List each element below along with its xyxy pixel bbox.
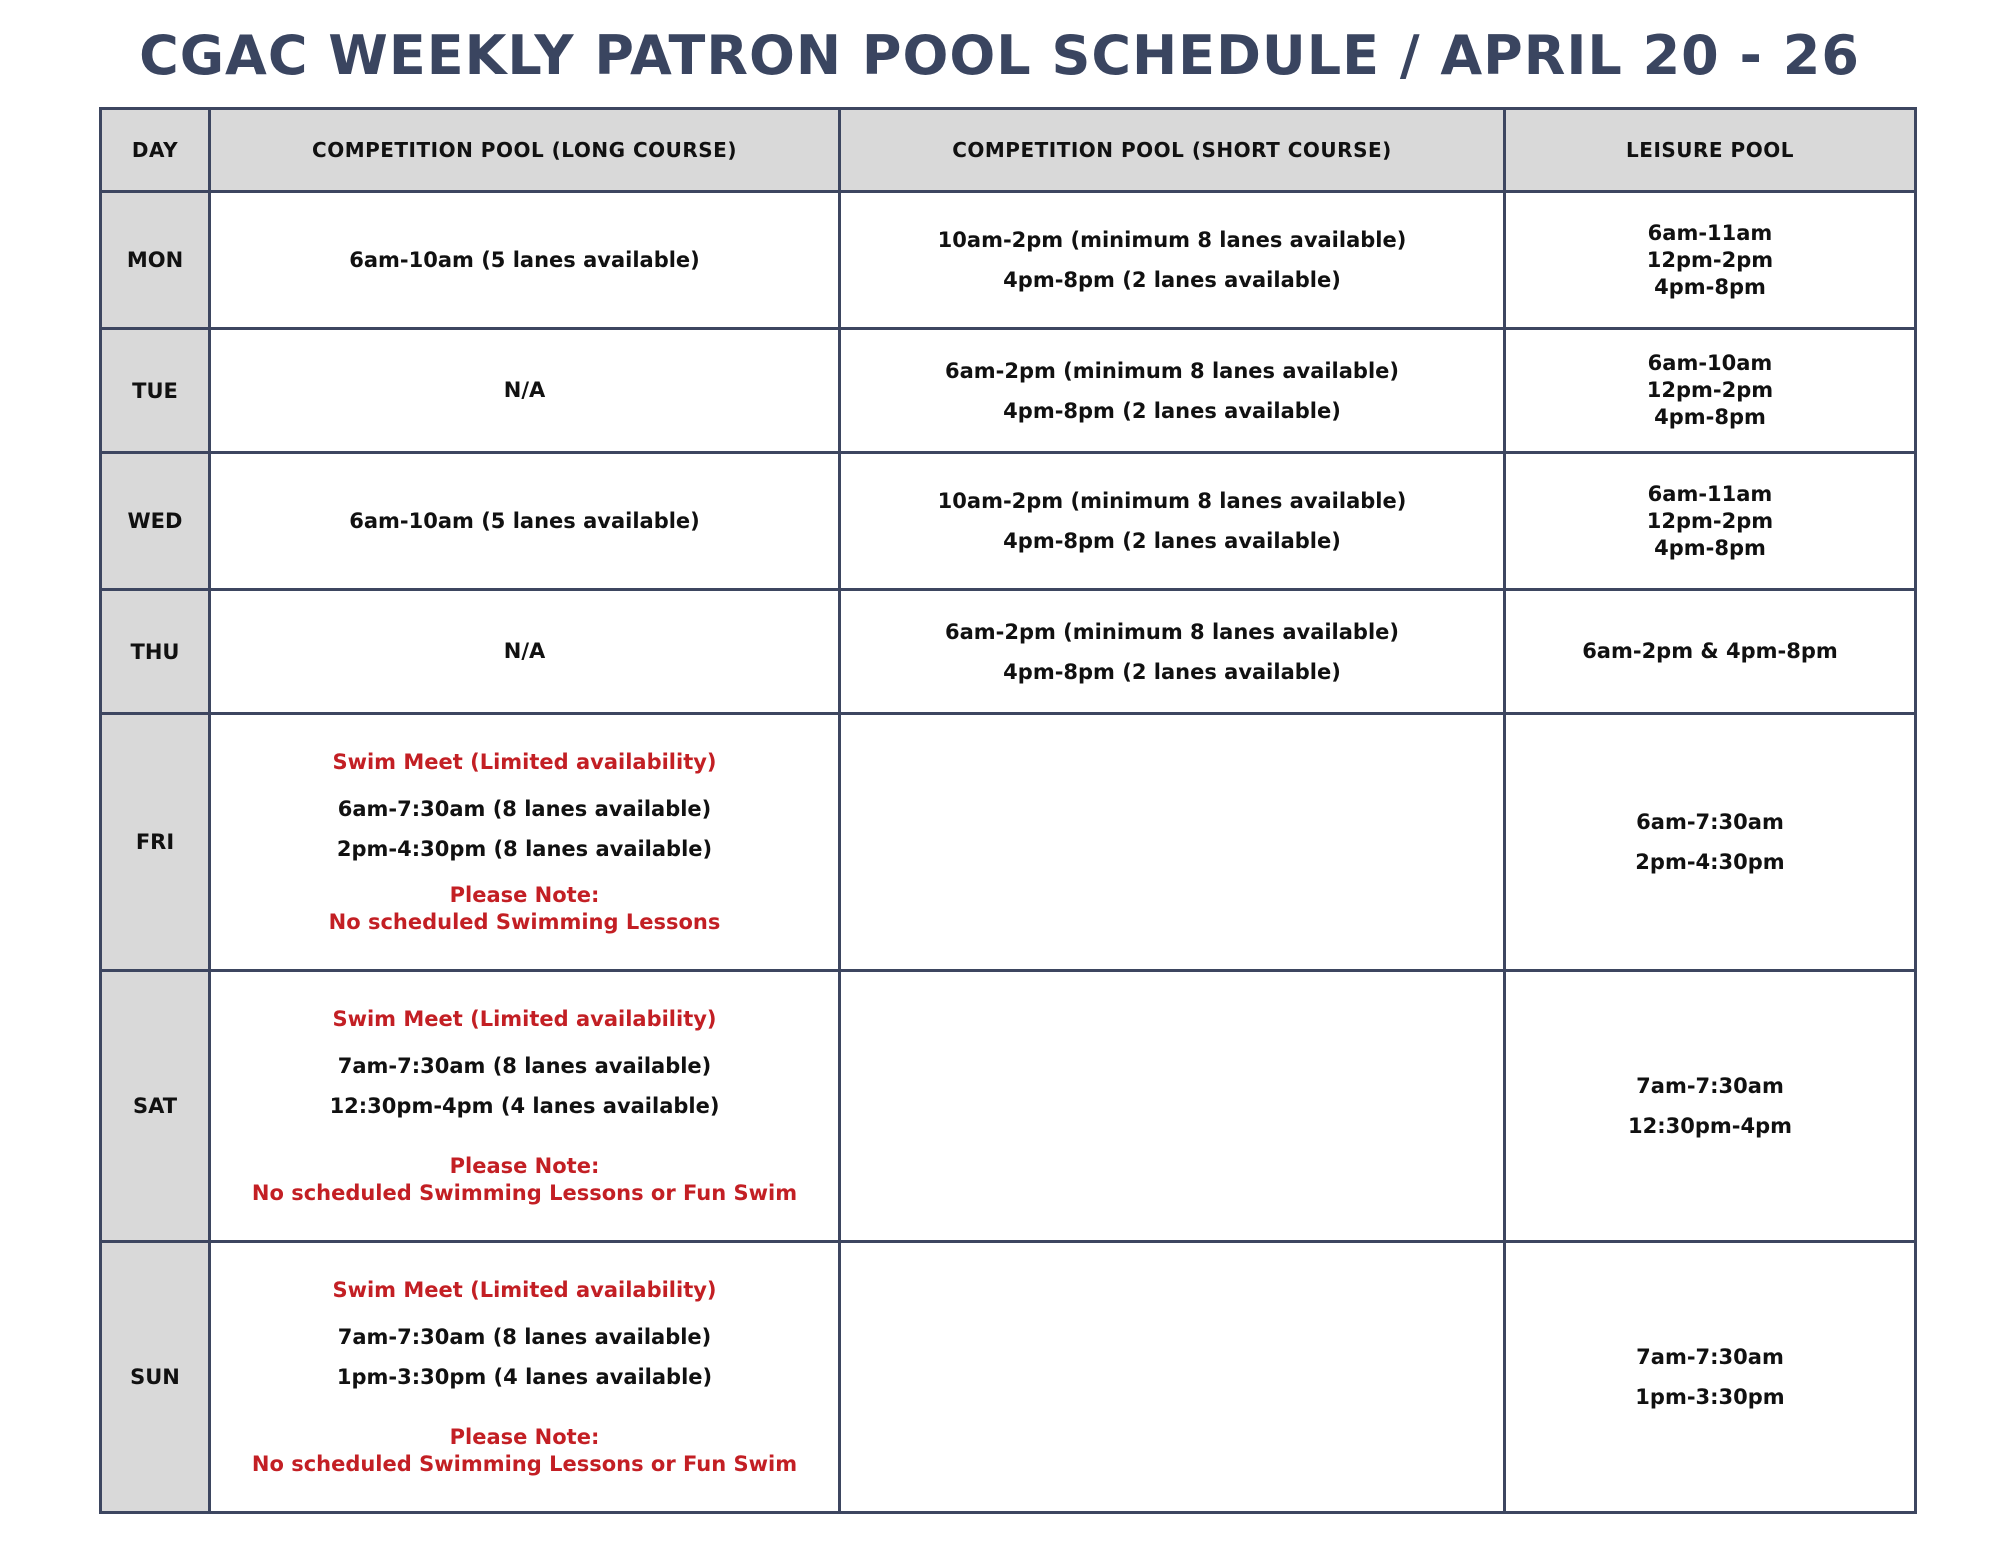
note-text: No scheduled Swimming Lessons — [328, 909, 721, 934]
time-slot: 7am-7:30am — [1636, 1345, 1784, 1369]
time-slot: 6am-11am — [1647, 220, 1773, 245]
time-slot: 6am-7:30am (8 lanes available) — [337, 796, 712, 821]
long-course-cell — [210, 971, 840, 1242]
short-course-cell — [840, 192, 1505, 329]
time-slot: 4pm-8pm (2 lanes available) — [1003, 268, 1341, 292]
time-slot: 6am-2pm (minimum 8 lanes available) — [944, 358, 1400, 383]
short-course-cell — [840, 329, 1505, 453]
short-course-cell — [840, 714, 1505, 971]
time-slot: 4pm-8pm — [1654, 405, 1766, 429]
day-cell: SAT — [101, 971, 210, 1242]
time-slot: N/A — [503, 639, 546, 663]
row-sat — [101, 971, 1916, 1242]
row-thu — [101, 590, 1916, 714]
time-slot: 2pm-4:30pm (8 lanes available) — [336, 836, 713, 861]
time-slot: 1pm-3:30pm — [1635, 1385, 1785, 1409]
time-slot: 6am-2pm & 4pm-8pm — [1582, 639, 1838, 663]
short-course-cell — [840, 590, 1505, 714]
header-short-course: COMPETITION POOL (SHORT COURSE) — [840, 109, 1505, 192]
schedule-table — [99, 107, 1917, 1514]
short-course-cell — [840, 971, 1505, 1242]
time-slot: 2pm-4:30pm — [1635, 850, 1785, 874]
time-slot: 6am-2pm (minimum 8 lanes available) — [944, 619, 1400, 644]
leisure-cell — [1505, 453, 1916, 590]
swim-meet-notice: Swim Meet (Limited availability) — [332, 1006, 717, 1031]
time-slot: 6am-10am — [1647, 351, 1773, 375]
time-slot: 6am-10am (5 lanes available) — [349, 247, 700, 272]
day-cell: THU — [101, 590, 210, 714]
row-fri — [101, 714, 1916, 971]
day-cell: SUN — [101, 1242, 210, 1513]
time-slot: 7am-7:30am (8 lanes available) — [337, 1053, 712, 1078]
leisure-cell — [1505, 329, 1916, 453]
day-cell: TUE — [101, 329, 210, 453]
leisure-cell — [1505, 971, 1916, 1242]
day-cell: FRI — [101, 714, 210, 971]
row-tue — [101, 329, 1916, 453]
time-slot: 4pm-8pm — [1654, 535, 1766, 560]
header-leisure-pool: LEISURE POOL — [1505, 109, 1916, 192]
time-slot: 6am-10am (5 lanes available) — [349, 508, 700, 533]
swim-meet-notice: Swim Meet (Limited availability) — [332, 749, 717, 774]
note-title: Please Note: — [449, 1153, 600, 1178]
time-slot: 12pm-2pm — [1646, 378, 1774, 402]
day-cell: MON — [101, 192, 210, 329]
long-course-cell — [210, 590, 840, 714]
time-slot: 4pm-8pm (2 lanes available) — [1003, 529, 1341, 553]
time-slot: 6am-7:30am — [1636, 810, 1784, 834]
time-slot: 12:30pm-4pm (4 lanes available) — [329, 1093, 720, 1118]
time-slot: 12pm-2pm — [1646, 247, 1774, 272]
time-slot: 1pm-3:30pm (4 lanes available) — [336, 1364, 713, 1389]
long-course-cell — [210, 192, 840, 329]
note-title: Please Note: — [449, 1424, 600, 1449]
long-course-cell — [210, 329, 840, 453]
time-slot: 12:30pm-4pm — [1627, 1114, 1792, 1138]
time-slot: 6am-11am — [1647, 481, 1773, 506]
short-course-cell — [840, 1242, 1505, 1513]
time-slot: 4pm-8pm — [1654, 274, 1766, 299]
header-row — [101, 109, 1916, 192]
note-text: No scheduled Swimming Lessons or Fun Swim — [251, 1451, 798, 1476]
page-title: CGAC WEEKLY PATRON POOL SCHEDULE / APRIL 20 - 26 — [139, 24, 1860, 87]
time-slot: 10am-2pm (minimum 8 lanes available) — [937, 228, 1407, 252]
note-text: No scheduled Swimming Lessons or Fun Swim — [251, 1180, 798, 1205]
leisure-cell — [1505, 1242, 1916, 1513]
time-slot: 10am-2pm (minimum 8 lanes available) — [937, 489, 1407, 513]
header-long-course: COMPETITION POOL (LONG COURSE) — [210, 109, 840, 192]
time-slot: 4pm-8pm (2 lanes available) — [1003, 659, 1341, 684]
swim-meet-notice: Swim Meet (Limited availability) — [332, 1277, 717, 1302]
note-title: Please Note: — [449, 882, 600, 907]
time-slot: 4pm-8pm (2 lanes available) — [1003, 398, 1341, 423]
row-sun — [101, 1242, 1916, 1513]
leisure-cell — [1505, 192, 1916, 329]
leisure-cell — [1505, 714, 1916, 971]
time-slot: N/A — [503, 378, 546, 402]
long-course-cell — [210, 1242, 840, 1513]
time-slot: 7am-7:30am (8 lanes available) — [337, 1324, 712, 1349]
row-wed — [101, 453, 1916, 590]
row-mon — [101, 192, 1916, 329]
short-course-cell — [840, 453, 1505, 590]
long-course-cell — [210, 714, 840, 971]
day-cell: WED — [101, 453, 210, 590]
long-course-cell — [210, 453, 840, 590]
header-day: DAY — [101, 109, 210, 192]
leisure-cell — [1505, 590, 1916, 714]
time-slot: 7am-7:30am — [1636, 1074, 1784, 1098]
time-slot: 12pm-2pm — [1646, 508, 1774, 533]
